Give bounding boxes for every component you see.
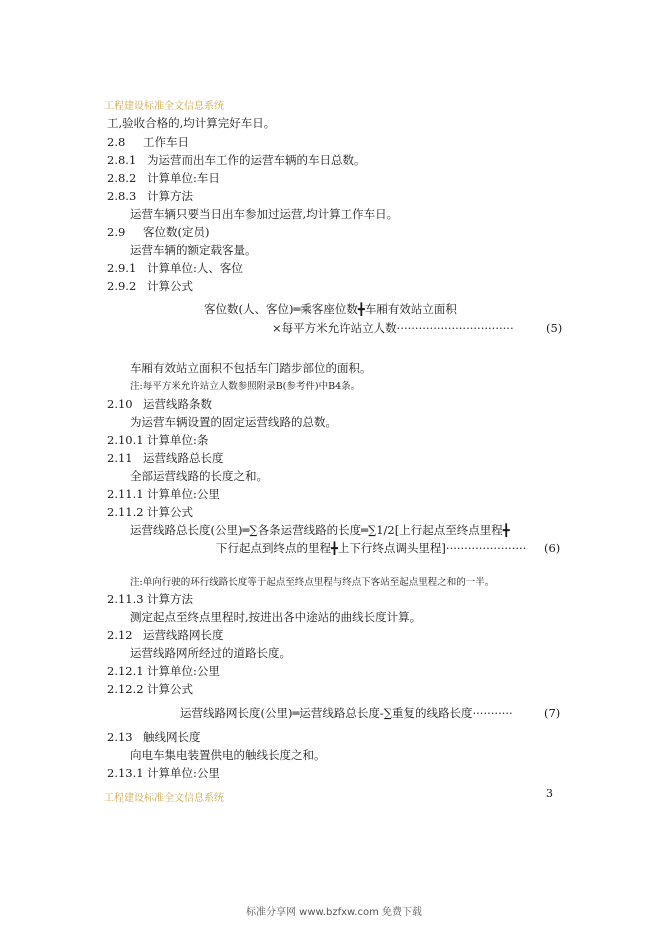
section-text: 计算公式 bbox=[147, 279, 193, 293]
paragraph: 运营车辆只要当日出车参加过运营,均计算工作车日。 bbox=[130, 207, 399, 221]
paragraph: 运营线路网所经过的道路长度。 bbox=[130, 646, 291, 660]
formula-6-line2: 下行起点到终点的里程╋上下行终点调头里程]······················ bbox=[216, 541, 527, 555]
section-2-8-3 bbox=[107, 189, 193, 203]
section-text: 计算单位:车日 bbox=[147, 171, 220, 185]
equation-number-5: (5) bbox=[546, 321, 563, 335]
section-number: 2.8.1 bbox=[107, 153, 137, 167]
section-title: 客位数(定员) bbox=[143, 225, 210, 239]
section-number: 2.10 bbox=[107, 397, 133, 411]
section-title: 工作车日 bbox=[143, 135, 189, 149]
section-number: 2.8.2 bbox=[107, 171, 137, 185]
section-number: 2.11 bbox=[107, 451, 133, 465]
section-2-9-2 bbox=[107, 279, 193, 293]
note: 注:每平方米允许站立人数参照附录B(参考件)中B4条。 bbox=[130, 381, 361, 392]
section-2-8-2 bbox=[107, 171, 220, 185]
equation-number-6: (6) bbox=[544, 541, 561, 555]
section-text: 计算单位:公里 bbox=[147, 487, 220, 501]
section-2-13 bbox=[107, 730, 201, 744]
section-2-11-2 bbox=[107, 505, 193, 519]
section-2-12-2 bbox=[107, 682, 193, 696]
section-number: 2.8.3 bbox=[107, 189, 137, 203]
section-number: 2.11.3 bbox=[107, 592, 144, 606]
section-2-8 bbox=[107, 135, 189, 149]
section-text: 计算单位:公里 bbox=[147, 766, 220, 780]
section-text: 计算方法 bbox=[147, 189, 193, 203]
section-2-11-1 bbox=[107, 487, 220, 501]
section-text: 计算单位:人、客位 bbox=[147, 261, 243, 275]
section-number: 2.12.2 bbox=[107, 682, 144, 696]
section-number: 2.13.1 bbox=[107, 766, 144, 780]
section-number: 2.11.1 bbox=[107, 487, 144, 501]
paragraph: 全部运营线路的长度之和。 bbox=[130, 469, 268, 483]
section-number: 2.9.2 bbox=[107, 279, 137, 293]
section-title: 触线网长度 bbox=[143, 730, 201, 744]
section-2-12 bbox=[107, 628, 224, 642]
section-2-11 bbox=[107, 451, 224, 465]
section-text: 计算公式 bbox=[147, 682, 193, 696]
section-text: 计算单位:条 bbox=[147, 433, 209, 447]
section-2-8-1 bbox=[107, 153, 366, 167]
section-text: 为运营而出车工作的运营车辆的车日总数。 bbox=[147, 153, 366, 167]
equation-number-7: (7) bbox=[544, 706, 561, 720]
section-title: 运营线路条数 bbox=[143, 397, 212, 411]
section-title: 运营线路总长度 bbox=[143, 451, 224, 465]
section-title: 运营线路网长度 bbox=[143, 628, 224, 642]
section-number: 2.10.1 bbox=[107, 433, 144, 447]
note: 注:单向行驶的环行线路长度等于起点至终点里程与终点下客站至起点里程之和的一半。 bbox=[130, 577, 495, 588]
section-2-10-1 bbox=[107, 433, 208, 447]
page-number: 3 bbox=[546, 787, 553, 800]
watermark-text: 标准分享网 www.bzfxw.com 免费下载 bbox=[246, 907, 422, 918]
section-text: 计算单位:公里 bbox=[147, 664, 220, 678]
section-2-11-3 bbox=[107, 592, 193, 606]
section-number: 2.8 bbox=[107, 135, 126, 149]
paragraph: 车厢有效站立面积不包括车门踏步部位的面积。 bbox=[130, 361, 372, 375]
footer-system-name: 工程建设标准全文信息系统 bbox=[104, 793, 224, 804]
section-2-10 bbox=[107, 397, 212, 411]
section-2-13-1 bbox=[107, 766, 220, 780]
section-text: 计算方法 bbox=[147, 592, 193, 606]
section-2-9 bbox=[107, 225, 209, 239]
section-number: 2.13 bbox=[107, 730, 133, 744]
formula-5-line2: ×每平方米允许站立人数································ bbox=[272, 321, 514, 335]
paragraph: 运营车辆的额定载客量。 bbox=[130, 243, 257, 257]
section-2-12-1 bbox=[107, 664, 220, 678]
section-number: 2.12 bbox=[107, 628, 133, 642]
header-system-name: 工程建设标准全文信息系统 bbox=[104, 101, 224, 112]
formula-5-line1: 客位数(人、客位)═乘客座位数╋车厢有效站立面积 bbox=[204, 302, 457, 316]
section-text: 计算公式 bbox=[147, 505, 193, 519]
paragraph: 测定起点至终点里程时,按进出各中途站的曲线长度计算。 bbox=[130, 610, 422, 624]
formula-6-line1: 运营线路总长度(公里)═∑各条运营线路的长度═∑1/2[上行起点至终点里程╋ bbox=[130, 523, 510, 537]
section-2-9-1 bbox=[107, 261, 243, 275]
section-number: 2.12.1 bbox=[107, 664, 144, 678]
paragraph: 为运营车辆设置的固定运营线路的总数。 bbox=[130, 415, 337, 429]
paragraph: 向电车集电装置供电的触线长度之和。 bbox=[130, 748, 326, 762]
formula-7: 运营线路网长度(公里)═运营线路总长度-∑重复的线路长度··········· bbox=[180, 706, 513, 720]
section-number: 2.9 bbox=[107, 225, 126, 239]
continued-text: 工,验收合格的,均计算完好车日。 bbox=[107, 116, 276, 130]
section-number: 2.11.2 bbox=[107, 505, 144, 519]
section-number: 2.9.1 bbox=[107, 261, 137, 275]
